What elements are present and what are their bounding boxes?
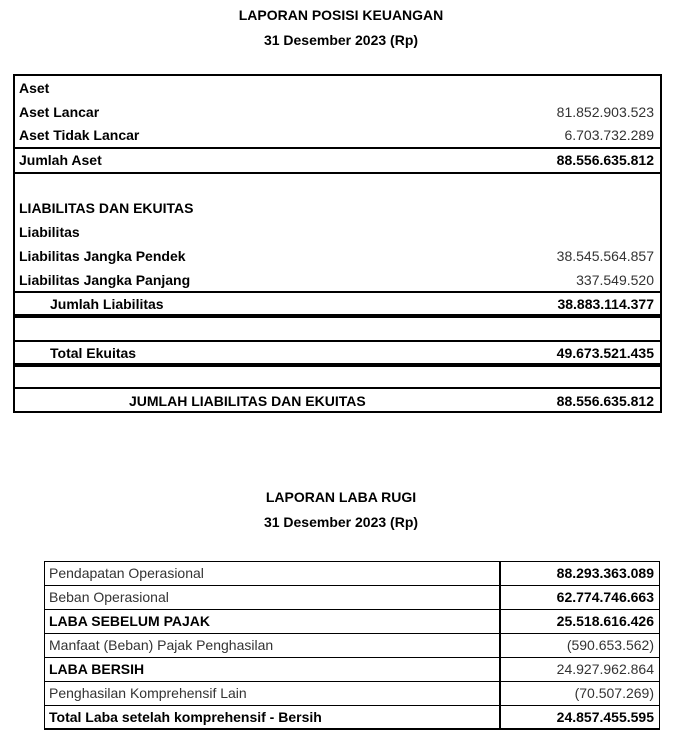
row-liab-pendek: [15, 244, 660, 268]
value-aset-tidak-lancar: 6.703.732.289: [564, 127, 654, 143]
row-value: 62.774.746.663: [556, 589, 654, 605]
label-liab-panjang: Liabilitas Jangka Panjang: [19, 272, 191, 288]
label-liabilitas-ekuitas: LIABILITAS DAN EKUITAS: [19, 200, 194, 216]
label-jumlah-liab-ekuitas: JUMLAH LIABILITAS DAN EKUITAS: [129, 393, 366, 409]
equity-block: [13, 316, 662, 365]
row-label: Manfaat (Beban) Pajak Penghasilan: [49, 637, 274, 653]
value-jumlah-liab-ekuitas: 88.556.635.812: [556, 393, 654, 409]
value-aset-lancar: 81.852.903.523: [556, 104, 654, 120]
label-jumlah-aset: Jumlah Aset: [19, 152, 102, 168]
row-label: Penghasilan Komprehensif Lain: [49, 685, 247, 701]
row-value: 88.293.363.089: [556, 565, 654, 581]
row-value: 24.857.455.595: [556, 709, 654, 725]
row-jumlah-liabilitas: [15, 292, 660, 316]
balance-sheet-subtitle: 31 Desember 2023 (Rp): [263, 32, 419, 48]
value-liab-panjang: 337.549.520: [576, 272, 654, 288]
label-liabilitas: Liabilitas: [19, 224, 80, 240]
table-row: [45, 634, 659, 658]
value-liab-pendek: 38.545.564.857: [556, 248, 654, 264]
value-jumlah-liabilitas: 38.883.114.377: [557, 296, 654, 312]
row-label: LABA SEBELUM PAJAK: [49, 613, 211, 629]
income-statement-subtitle: 31 Desember 2023 (Rp): [263, 514, 419, 530]
row-liabilitas: [15, 220, 660, 244]
label-liab-pendek: Liabilitas Jangka Pendek: [19, 248, 186, 264]
label-aset-tidak-lancar: Aset Tidak Lancar: [19, 127, 140, 143]
row-value: 24.927.962.864: [556, 661, 654, 677]
table-row: [45, 706, 659, 729]
row-label: Total Laba setelah komprehensif - Bersih: [49, 709, 322, 725]
label-jumlah-liabilitas: Jumlah Liabilitas: [50, 296, 164, 312]
value-total-ekuitas: 49.673.521.435: [556, 345, 654, 361]
value-jumlah-aset: 88.556.635.812: [556, 152, 654, 168]
label-aset: Aset: [19, 80, 50, 96]
row-liabilitas-ekuitas-heading: [15, 196, 660, 220]
balance-sheet-title: LAPORAN POSISI KEUANGAN: [238, 7, 444, 23]
row-label: LABA BERSIH: [49, 661, 145, 677]
row-value: 25.518.616.426: [556, 613, 654, 629]
table-row: [45, 610, 659, 634]
income-statement-table: [44, 561, 660, 730]
row-aset-tidak-lancar: [15, 123, 660, 147]
income-statement-title: LAPORAN LABA RUGI: [265, 489, 417, 505]
table-row: [45, 682, 659, 706]
row-jumlah-aset: [15, 148, 660, 172]
divider: [15, 172, 660, 174]
total-block: [13, 365, 662, 413]
table-row: [45, 586, 659, 610]
row-value: (70.507.269): [574, 685, 654, 701]
label-aset-lancar: Aset Lancar: [19, 104, 100, 120]
row-aset-lancar: [15, 100, 660, 124]
row-label: Beban Operasional: [49, 589, 169, 605]
row-liab-panjang: [15, 268, 660, 292]
row-value: (590.653.562): [566, 637, 654, 653]
row-label: Pendapatan Operasional: [49, 565, 204, 581]
table-row: [45, 562, 659, 586]
balance-sheet-table: [13, 74, 662, 316]
row-total-ekuitas: [15, 341, 660, 365]
table-row: [45, 658, 659, 682]
row-jumlah-liab-ekuitas: [15, 389, 660, 413]
row-aset: [15, 76, 660, 100]
label-total-ekuitas: Total Ekuitas: [50, 345, 137, 361]
